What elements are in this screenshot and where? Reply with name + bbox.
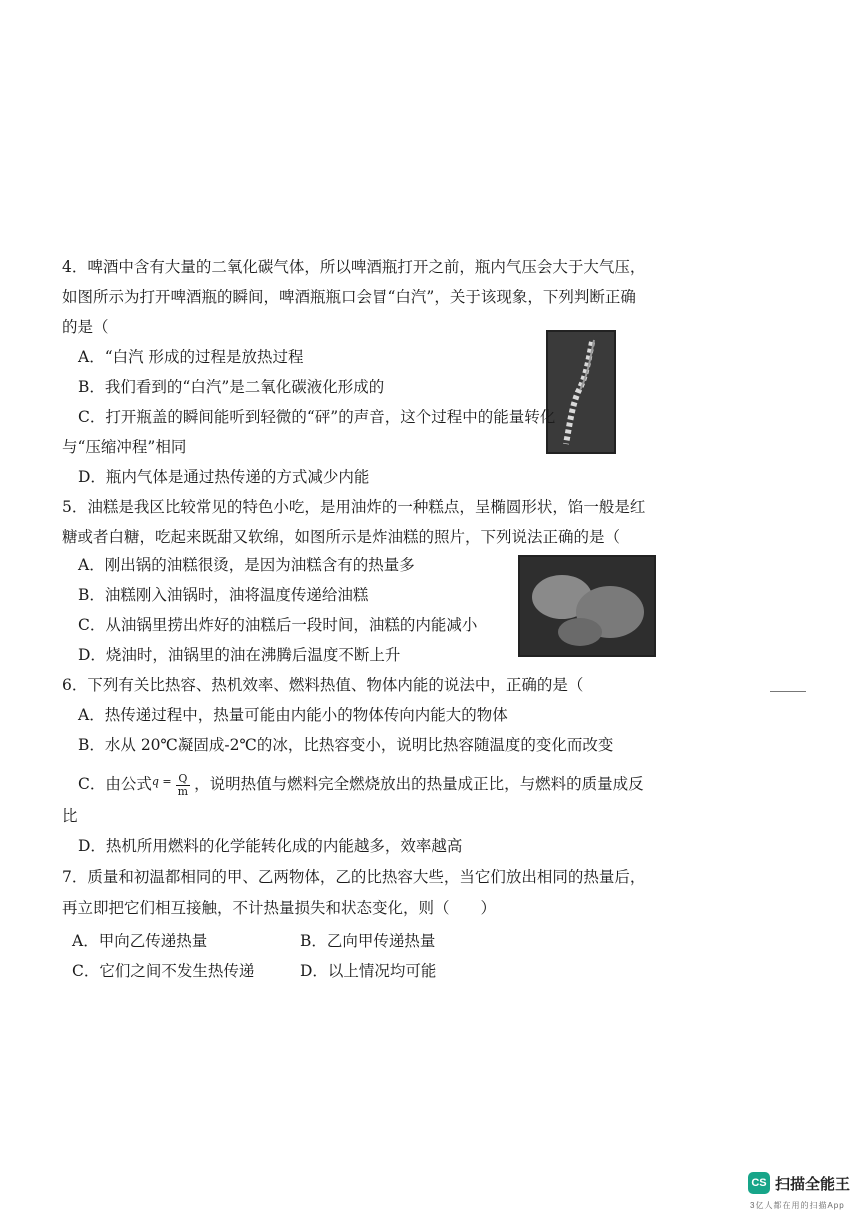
scan-stray-mark: [770, 691, 806, 692]
fried-cake-photo: [518, 555, 656, 657]
q4-stem-line3: 的是（: [62, 318, 109, 336]
q6-option-c-prefix: C．由公式: [78, 775, 152, 793]
q7-option-d: D．以上情况均可能: [300, 962, 437, 980]
q4-option-b: B．我们看到的“白汽”是二氧化碳液化形成的: [78, 378, 385, 396]
q4-option-c: C．打开瓶盖的瞬间能听到轻微的“砰”的声音，这个过程中的能量转化: [78, 408, 556, 426]
q6-option-c: [78, 772, 644, 798]
q6-stem: 6．下列有关比热容、热机效率、燃料热值、物体内能的说法中，正确的是（: [62, 676, 584, 694]
formula-denominator: m: [177, 784, 189, 798]
q5-option-b: B．油糕刚入油锅时，油将温度传递给油糕: [78, 586, 369, 604]
q4-stem-line1: 4．啤酒中含有大量的二氧化碳气体，所以啤酒瓶打开之前，瓶内气压会大于大气压，: [62, 258, 646, 276]
q6-option-c-cont: 比: [62, 807, 78, 825]
q6-option-c-suffix: ，说明热值与燃料完全燃烧放出的热量成正比，与燃料的质量成反: [194, 775, 644, 793]
q6-option-a: A．热传递过程中，热量可能由内能小的物体传向内能大的物体: [78, 706, 508, 724]
beer-bottle-photo: [546, 330, 616, 454]
formula-fraction: [176, 773, 190, 798]
q6-option-d: D．热机所用燃料的化学能转化成的内能越多，效率越高: [78, 837, 463, 855]
camscanner-tagline: 3亿人都在用的扫描App: [750, 1201, 845, 1210]
q4-option-a: A．“白汽 形成的过程是放热过程: [78, 348, 304, 366]
q7-stem-line2: 再立即把它们相互接触，不计热量损失和状态变化，则（ ）: [62, 899, 497, 917]
q5-option-c: C．从油锅里捞出炸好的油糕后一段时间，油糕的内能减小: [78, 616, 478, 634]
camscanner-name: 扫描全能王: [775, 1176, 851, 1193]
q4-stem-line2: 如图所示为打开啤酒瓶的瞬间，啤酒瓶瓶口会冒“白汽”，关于该现象，下列判断正确: [62, 288, 636, 306]
q7-stem-line1: 7．质量和初温都相同的甲、乙两物体，乙的比热容大些，当它们放出相同的热量后，: [62, 868, 646, 886]
q6-option-b: B．水从 20℃凝固成-2℃的冰，比热容变小，说明比热容随温度的变化而改变: [78, 736, 614, 754]
q5-stem-line1: 5．油糕是我区比较常见的特色小吃，是用油炸的一种糕点，呈椭圆形状，馅一般是红: [62, 498, 646, 516]
q4-option-d: D．瓶内气体是通过热传递的方式减少内能: [78, 468, 370, 486]
q5-stem-line2: 糖或者白糖，吃起来既甜又软绵，如图所示是炸油糕的照片，下列说法正确的是（: [62, 528, 621, 546]
q7-option-c: C．它们之间不发生热传递: [72, 962, 255, 980]
q5-option-d: D．烧油时，油锅里的油在沸腾后温度不断上升: [78, 646, 401, 664]
formula-numerator: Q: [176, 773, 190, 786]
formula-lhs: q =: [151, 775, 172, 788]
q7-option-a: A．甲向乙传递热量: [72, 932, 208, 950]
camscanner-logo-icon: CS: [748, 1172, 770, 1194]
q5-option-a: A．刚出锅的油糕很烫，是因为油糕含有的热量多: [78, 556, 415, 574]
q7-option-b: B．乙向甲传递热量: [300, 932, 436, 950]
q4-option-c-cont: 与“压缩冲程”相同: [62, 438, 187, 456]
